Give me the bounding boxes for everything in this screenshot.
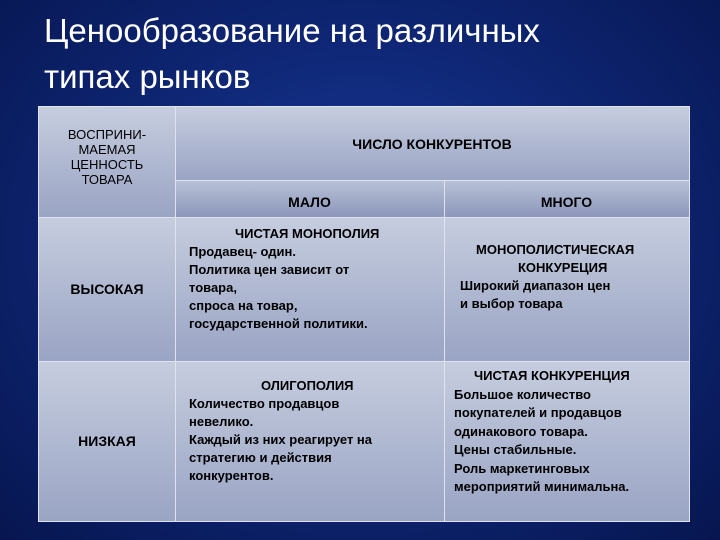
table-divider-h3 bbox=[39, 361, 689, 362]
table-divider-h1 bbox=[175, 180, 689, 181]
table-divider-v1 bbox=[175, 107, 176, 521]
header-many bbox=[444, 180, 689, 217]
slide-title bbox=[44, 8, 704, 100]
oligopoly-line-4: стратегию и действия bbox=[189, 450, 332, 465]
header-many-label: МНОГО bbox=[540, 193, 593, 210]
cell-monopolistic-competition bbox=[444, 217, 689, 361]
header-perceived-value-line-2: МАЕМАЯ bbox=[78, 142, 136, 157]
row-high-value bbox=[39, 217, 175, 361]
pricing-table bbox=[38, 106, 690, 522]
pure-competition-line-4: Цены стабильные. bbox=[454, 442, 577, 457]
monopolistic-title-line-2: КОНКУРЕЦИЯ bbox=[518, 260, 608, 275]
pure-monopoly-line-2: Политика цен зависит от bbox=[189, 262, 350, 277]
header-perceived-value bbox=[39, 107, 175, 217]
pure-competition-line-2: покупателей и продавцов bbox=[454, 405, 622, 420]
cell-pure-monopoly bbox=[175, 217, 444, 361]
header-competitors bbox=[175, 107, 689, 180]
header-perceived-value-line-1: ВОСПРИНИ- bbox=[67, 127, 147, 142]
header-competitors-label: ЧИСЛО КОНКУРЕНТОВ bbox=[352, 135, 512, 152]
oligopoly-line-5: конкурентов. bbox=[189, 468, 274, 483]
cell-pure-competition bbox=[444, 361, 689, 521]
monopolistic-line-1: Широкий диапазон цен bbox=[460, 278, 611, 293]
monopolistic-title-line-1: МОНОПОЛИСТИЧЕСКАЯ bbox=[476, 242, 635, 257]
oligopoly-line-1: Количество продавцов bbox=[189, 396, 340, 411]
header-perceived-value-line-4: ТОВАРА bbox=[81, 172, 133, 187]
pure-monopoly-title: ЧИСТАЯ МОНОПОЛИЯ bbox=[235, 226, 380, 241]
header-few bbox=[175, 180, 444, 217]
slide-title-line-2: типах рынков bbox=[44, 58, 251, 95]
monopolistic-line-2: и выбор товара bbox=[460, 296, 563, 311]
pure-competition-line-1: Большое количество bbox=[454, 386, 591, 402]
oligopoly-line-2: невелико. bbox=[189, 414, 254, 429]
pure-monopoly-line-1: Продавец- один. bbox=[189, 244, 296, 259]
pure-competition-line-5: Роль маркетинговых bbox=[454, 460, 590, 476]
header-perceived-value-line-3: ЦЕННОСТЬ bbox=[70, 157, 144, 172]
slide-title-line-1: Ценообразование на различных bbox=[44, 12, 540, 49]
pure-monopoly-line-5: государственной политики. bbox=[189, 316, 368, 331]
pure-competition-title: ЧИСТАЯ КОНКУРЕНЦИЯ bbox=[474, 368, 630, 383]
oligopoly-line-3: Каждый из них реагирует на bbox=[189, 432, 373, 447]
header-few-label: МАЛО bbox=[288, 193, 331, 210]
oligopoly-title: ОЛИГОПОЛИЯ bbox=[261, 378, 354, 393]
table-divider-v2 bbox=[444, 180, 445, 521]
row-low-value bbox=[39, 361, 175, 521]
pure-monopoly-line-3: товара, bbox=[189, 280, 237, 295]
row-high-value-label: ВЫСОКАЯ bbox=[70, 281, 144, 297]
pure-competition-line-3: одинакового товара. bbox=[454, 423, 588, 439]
cell-oligopoly bbox=[175, 361, 444, 521]
row-low-value-label: НИЗКАЯ bbox=[78, 433, 136, 449]
table-divider-h2 bbox=[39, 217, 689, 218]
pure-competition-line-6: мероприятий минимальна. bbox=[454, 479, 630, 494]
pure-monopoly-line-4: спроса на товар, bbox=[189, 298, 298, 313]
